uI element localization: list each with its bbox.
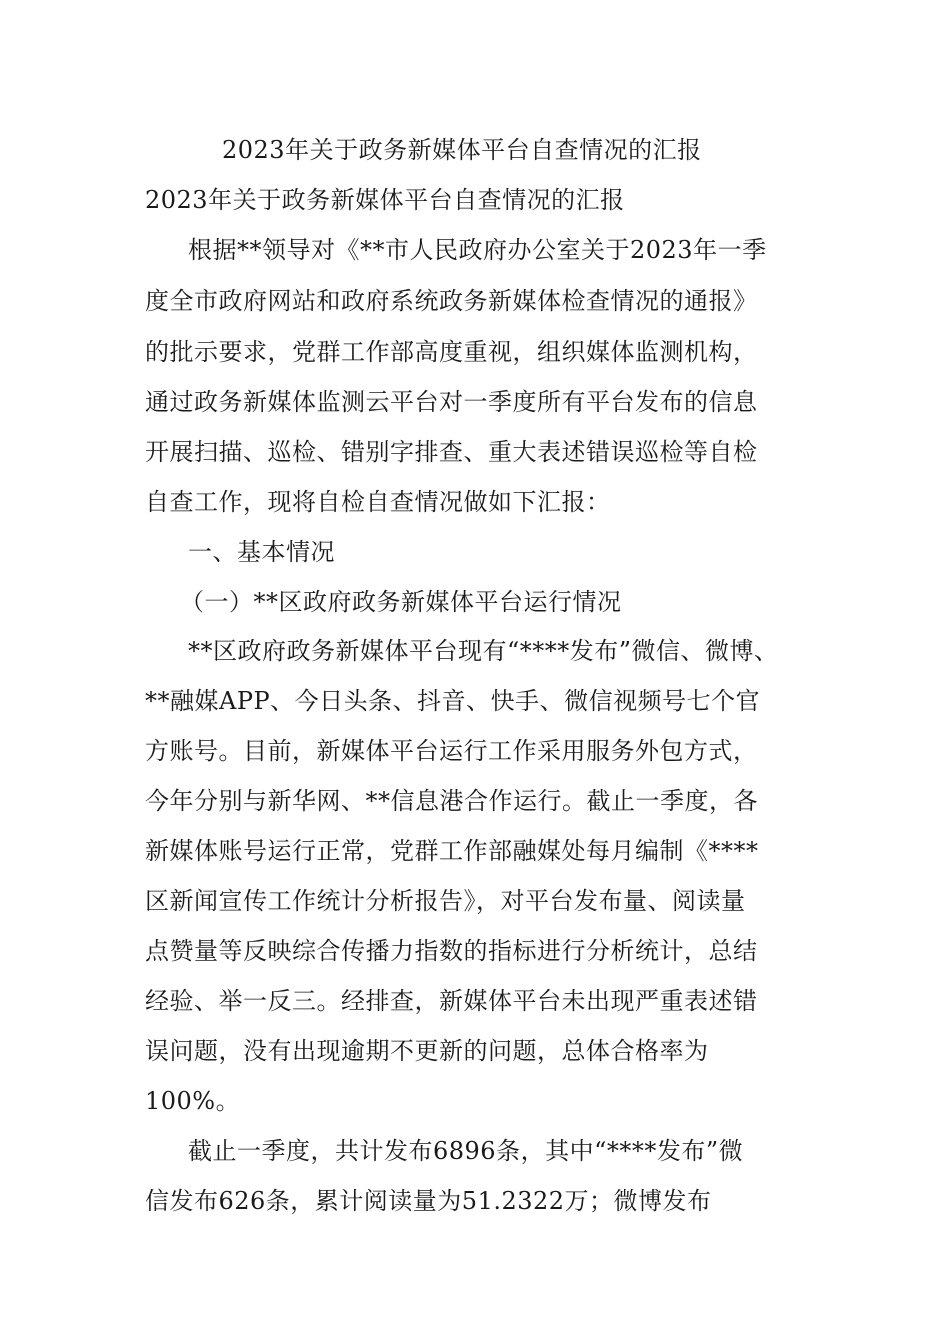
paragraph-line: 自查工作，现将自检自查情况做如下汇报： [145,488,611,516]
paragraph-line: 开展扫描、巡检、错别字排查、重大表述错误巡检等自检 [145,438,758,466]
paragraph-line: 信发布626条，累计阅读量为51.2322万；微博发布 [145,1187,712,1215]
paragraph-line: 新媒体账号运行正常，党群工作部融媒处每月编制《**** [145,837,759,865]
section-heading: 一、基本情况 [188,538,335,566]
subsection-heading: （一）**区政府政务新媒体平台运行情况 [180,588,622,616]
paragraph-line: **区政府政务新媒体平台现有“****发布”微信、微博、 [188,637,779,665]
document-subtitle: 2023年关于政务新媒体平台自查情况的汇报 [145,186,625,214]
paragraph-line: 点赞量等反映综合传播力指数的指标进行分析统计，总结 [145,937,758,965]
paragraph-line: **融媒APP、今日头条、抖音、快手、微信视频号七个官 [145,687,761,715]
paragraph-line: 今年分别与新华网、**信息港合作运行。截止一季度，各 [145,787,758,815]
paragraph-line: 的批示要求，党群工作部高度重视，组织媒体监测机构， [145,338,758,366]
document-title: 2023年关于政务新媒体平台自查情况的汇报 [222,136,702,164]
paragraph-line: 通过政务新媒体监测云平台对一季度所有平台发布的信息 [145,388,758,416]
paragraph-line: 截止一季度，共计发布6896条，其中“****发布”微 [188,1137,744,1165]
paragraph-line: 根据**领导对《**市人民政府办公室关于2023年一季 [188,236,767,264]
paragraph-line: 100%。 [145,1087,241,1115]
paragraph-line: 度全市政府网站和政府系统政务新媒体检查情况的通报》 [145,287,758,315]
paragraph-line: 经验、举一反三。经排查，新媒体平台未出现严重表述错 [145,987,758,1015]
paragraph-line: 方账号。目前，新媒体平台运行工作采用服务外包方式， [145,737,758,765]
paragraph-line: 误问题，没有出现逾期不更新的问题，总体合格率为 [145,1037,709,1065]
paragraph-line: 区新闻宣传工作统计分析报告》，对平台发布量、阅读量 [145,887,746,915]
